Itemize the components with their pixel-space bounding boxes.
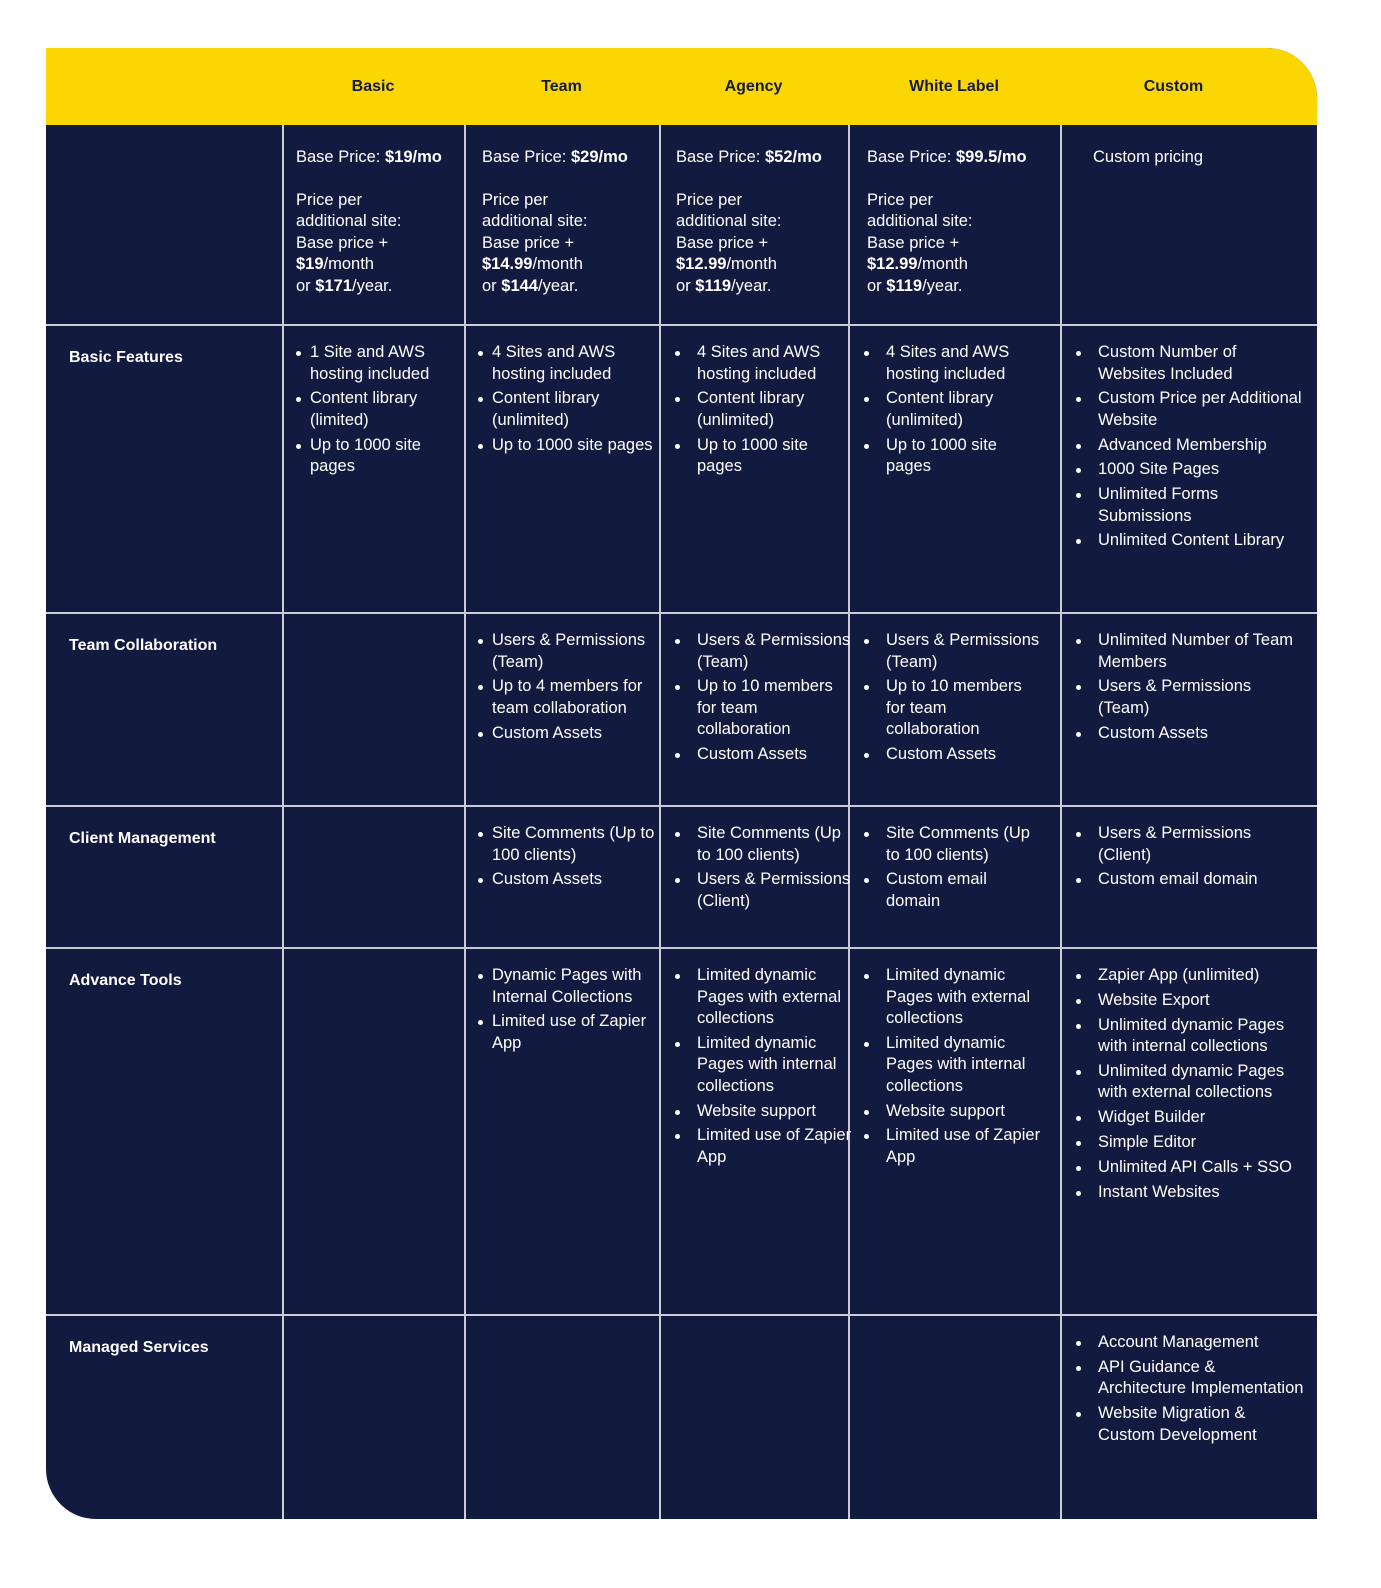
row-label-team-collaboration: Team Collaboration [69, 637, 218, 654]
monthly-price [296, 254, 442, 276]
row-label-basic-features: Basic Features [69, 349, 183, 366]
feature-item: Content library (unlimited) [673, 388, 853, 431]
spacer [296, 169, 442, 190]
feature-list [296, 342, 464, 478]
row-divider [46, 947, 1317, 949]
feature-list [478, 965, 656, 1054]
feature-item: Custom Assets [862, 744, 1042, 766]
feature-item: Site Comments (Up to 100 clients) [478, 823, 656, 866]
feature-item: Content library (unlimited) [478, 388, 656, 431]
monthly-price-value: $19 [296, 255, 324, 273]
header-row [46, 48, 1317, 125]
feature-cell-team-collaboration-agency [673, 630, 853, 769]
base-price-value: $52/mo [764, 148, 822, 166]
feature-item: Site Comments (Up to 100 clients) [862, 823, 1042, 866]
feature-item: Custom Assets [1074, 723, 1304, 745]
feature-item: Website support [862, 1101, 1042, 1123]
feature-item: Account Management [1074, 1332, 1304, 1354]
feature-item: Users & Permissions (Team) [862, 630, 1042, 673]
feature-item: Custom email domain [862, 869, 1042, 912]
column-divider [659, 125, 661, 1519]
row-divider [46, 612, 1317, 614]
pricing-cell-white-label [867, 147, 1027, 297]
monthly-unit: /month [323, 255, 374, 273]
feature-list [1074, 342, 1304, 552]
yearly-unit: /year. [351, 276, 393, 295]
price-per-label: Price per [296, 190, 363, 209]
or-label: or [482, 276, 502, 295]
feature-list [673, 823, 853, 912]
column-header-agency: Agency [724, 77, 783, 95]
pricing-cell-team [482, 147, 628, 297]
yearly-price-value: $119 [695, 276, 732, 295]
pricing-cell-basic [296, 147, 442, 297]
yearly-price-value: $119 [886, 276, 923, 295]
row-divider [46, 1314, 1317, 1316]
feature-item: Up to 10 members for team collaboration [673, 676, 853, 741]
pricing-cell-agency [676, 147, 822, 297]
feature-item: Site Comments (Up to 100 clients) [673, 823, 853, 866]
feature-item: Limited dynamic Pages with external collections [673, 965, 853, 1030]
feature-item: Custom Assets [673, 744, 853, 766]
spacer [482, 169, 628, 190]
additional-site-label: additional site: [676, 212, 782, 230]
feature-list [673, 965, 853, 1168]
feature-list [862, 342, 1042, 478]
base-price-value: $99.5/mo [955, 148, 1027, 166]
feature-cell-client-management-custom [1074, 823, 1304, 894]
feature-item: Zapier App (unlimited) [1074, 965, 1304, 987]
feature-cell-team-collaboration-team [478, 630, 656, 747]
yearly-unit: /year. [537, 276, 579, 295]
feature-item: Custom Number of Websites Included [1074, 342, 1304, 385]
column-header-basic: Basic [351, 77, 395, 95]
feature-cell-client-management-team [478, 823, 656, 894]
feature-cell-advance-tools-white-label [862, 965, 1042, 1172]
feature-item: Up to 1000 site pages [478, 435, 656, 457]
feature-cell-basic-features-custom [1074, 342, 1304, 555]
monthly-price-value: $14.99 [482, 255, 533, 273]
feature-list [862, 965, 1042, 1168]
feature-item: Dynamic Pages with Internal Collections [478, 965, 656, 1008]
feature-list [1074, 823, 1304, 891]
monthly-price-value: $12.99 [867, 255, 918, 273]
base-price-label: Base Price: [296, 148, 385, 166]
feature-item: Custom email domain [1074, 869, 1304, 891]
feature-cell-team-collaboration-custom [1074, 630, 1304, 747]
base-price-value: $19/mo [384, 148, 442, 166]
feature-item: Simple Editor [1074, 1132, 1304, 1154]
feature-item: Limited dynamic Pages with internal collections [862, 1033, 1042, 1098]
feature-list [1074, 965, 1304, 1203]
feature-list [862, 823, 1042, 912]
column-header-custom: Custom [1143, 77, 1204, 95]
additional-site-label: additional site: [867, 212, 973, 230]
feature-item: Content library (unlimited) [862, 388, 1042, 431]
feature-item: Custom Assets [478, 869, 656, 891]
pricing-table [46, 48, 1317, 1519]
feature-item: Users & Permissions (Team) [673, 630, 853, 673]
yearly-unit: /year. [731, 276, 772, 295]
or-label: or [676, 276, 696, 295]
feature-item: Users & Permissions (Team) [1074, 676, 1304, 719]
base-price-label: Base Price: [867, 148, 956, 166]
price-per-label: Price per [482, 190, 549, 209]
price-per-label: Price per [676, 190, 743, 209]
feature-item: Up to 10 members for team collaboration [862, 676, 1042, 741]
feature-item: Advanced Membership [1074, 435, 1304, 457]
feature-item: Users & Permissions (Team) [478, 630, 656, 673]
feature-cell-advance-tools-agency [673, 965, 853, 1172]
feature-item: Unlimited API Calls + SSO [1074, 1157, 1304, 1179]
base-price-plus: Base price + [676, 233, 769, 252]
feature-item: 4 Sites and AWS hosting included [673, 342, 853, 385]
base-price [676, 147, 822, 169]
base-price-label: Base Price: [676, 148, 765, 166]
column-divider [464, 125, 466, 1519]
column-header-team: Team [541, 77, 582, 95]
feature-item: API Guidance & Architecture Implementation [1074, 1357, 1304, 1400]
feature-cell-basic-features-white-label [862, 342, 1042, 481]
row-divider [46, 805, 1317, 807]
feature-item: Custom Price per Additional Website [1074, 388, 1304, 431]
feature-item: 4 Sites and AWS hosting included [478, 342, 656, 385]
feature-cell-managed-services-custom [1074, 1332, 1304, 1449]
feature-item: Website Export [1074, 990, 1304, 1012]
feature-cell-advance-tools-custom [1074, 965, 1304, 1206]
feature-item: Unlimited dynamic Pages with external collections [1074, 1061, 1304, 1104]
monthly-unit: /month [726, 255, 777, 273]
or-label: or [296, 276, 316, 295]
pricing-cell-custom: Custom pricing [1093, 148, 1204, 166]
feature-item: Users & Permissions (Client) [1074, 823, 1304, 866]
feature-item: Custom Assets [478, 723, 656, 745]
feature-list [478, 342, 656, 456]
base-price-plus: Base price + [296, 233, 389, 252]
feature-cell-client-management-white-label [862, 823, 1042, 916]
feature-item: Up to 1000 site pages [296, 435, 464, 478]
base-price-label: Base Price: [482, 148, 571, 166]
base-price-plus: Base price + [482, 233, 575, 252]
feature-item: Unlimited Forms Submissions [1074, 484, 1304, 527]
or-label: or [867, 276, 887, 295]
feature-item: Unlimited dynamic Pages with internal collections [1074, 1015, 1304, 1058]
feature-cell-client-management-agency [673, 823, 853, 916]
column-divider [848, 125, 850, 1519]
feature-item: Instant Websites [1074, 1182, 1304, 1204]
base-price [296, 147, 442, 169]
monthly-price [482, 254, 628, 276]
row-label-managed-services: Managed Services [69, 1339, 209, 1356]
feature-item: Limited use of Zapier App [478, 1011, 656, 1054]
feature-item: 1000 Site Pages [1074, 459, 1304, 481]
yearly-price [867, 276, 1027, 298]
yearly-unit: /year. [922, 276, 963, 295]
base-price-value: $29/mo [570, 148, 628, 166]
feature-item: Limited use of Zapier App [673, 1125, 853, 1168]
row-label-advance-tools: Advance Tools [69, 972, 182, 989]
feature-item: Limited use of Zapier App [862, 1125, 1042, 1168]
feature-item: Users & Permissions (Client) [673, 869, 853, 912]
feature-list [1074, 630, 1304, 744]
row-label-client-management: Client Management [69, 830, 216, 847]
feature-item: Up to 4 members for team collaboration [478, 676, 656, 719]
column-header-white-label: White Label [909, 77, 999, 95]
feature-item: Unlimited Number of Team Members [1074, 630, 1304, 673]
price-per-label: Price per [867, 190, 934, 209]
feature-list [673, 630, 853, 766]
yearly-price [296, 276, 442, 298]
monthly-unit: /month [917, 255, 968, 273]
feature-item: 4 Sites and AWS hosting included [862, 342, 1042, 385]
yearly-price-value: $171 [315, 276, 352, 295]
base-price [867, 147, 1027, 169]
feature-item: 1 Site and AWS hosting included [296, 342, 464, 385]
base-price [482, 147, 628, 169]
spacer [676, 169, 822, 190]
additional-site-label: additional site: [482, 212, 588, 230]
feature-list [1074, 1332, 1304, 1446]
monthly-price-value: $12.99 [676, 255, 727, 273]
feature-item: Content library (limited) [296, 388, 464, 431]
yearly-price [676, 276, 822, 298]
feature-item: Unlimited Content Library [1074, 530, 1304, 552]
feature-item: Widget Builder [1074, 1107, 1304, 1129]
feature-item: Website support [673, 1101, 853, 1123]
feature-cell-basic-features-team [478, 342, 656, 459]
additional-site-label: additional site: [296, 212, 402, 230]
feature-cell-advance-tools-team [478, 965, 656, 1058]
yearly-price-value: $144 [501, 276, 538, 295]
monthly-price [867, 254, 1027, 276]
column-divider [282, 125, 284, 1519]
feature-item: Up to 1000 site pages [673, 435, 853, 478]
spacer [867, 169, 1027, 190]
feature-list [862, 630, 1042, 766]
feature-item: Limited dynamic Pages with internal collections [673, 1033, 853, 1098]
feature-cell-team-collaboration-white-label [862, 630, 1042, 769]
monthly-price [676, 254, 822, 276]
monthly-unit: /month [532, 255, 583, 273]
yearly-price [482, 276, 628, 298]
row-divider [46, 324, 1317, 326]
feature-list [478, 823, 656, 891]
base-price-plus: Base price + [867, 233, 960, 252]
feature-cell-basic-features-basic [296, 342, 464, 481]
feature-item: Limited dynamic Pages with external collections [862, 965, 1042, 1030]
feature-item: Up to 1000 site pages [862, 435, 1042, 478]
feature-list [478, 630, 656, 744]
column-divider [1060, 125, 1062, 1519]
feature-cell-basic-features-agency [673, 342, 853, 481]
feature-list [673, 342, 853, 478]
feature-item: Website Migration & Custom Development [1074, 1403, 1304, 1446]
